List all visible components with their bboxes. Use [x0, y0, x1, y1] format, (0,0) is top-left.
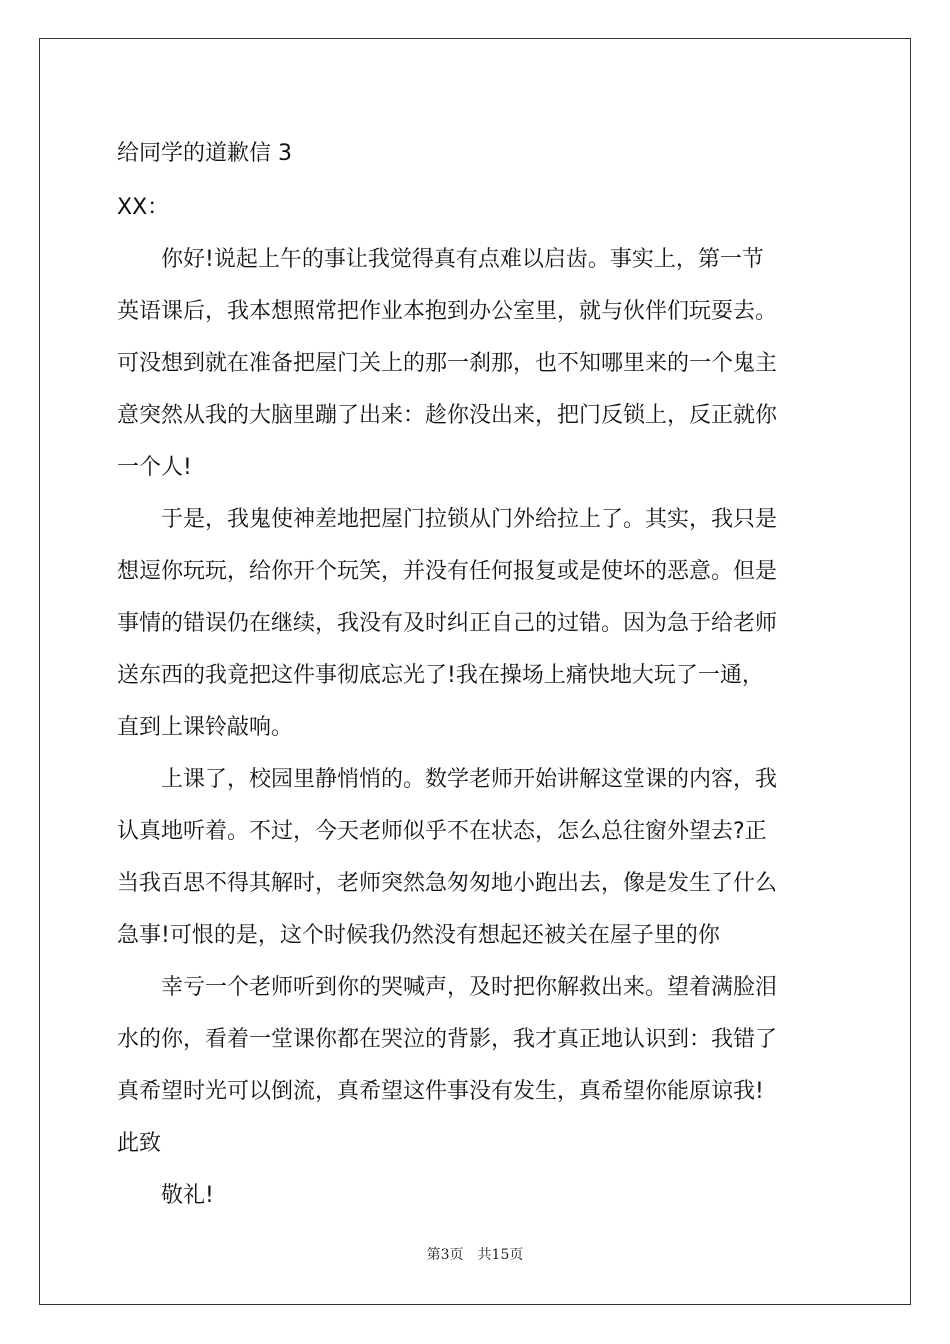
text-line: 一个人!	[117, 455, 192, 480]
page-footer	[0, 1244, 950, 1264]
text-line: 想逗你玩玩，给你开个玩笑，并没有任何报复或是使坏的恶意。但是	[117, 559, 778, 584]
text-line: 上课了，校园里静悄悄的。数学老师开始讲解这堂课的内容，我	[117, 767, 778, 792]
text-line: 幸亏一个老师听到你的哭喊声，及时把你解救出来。望着满脸泪	[117, 975, 778, 1000]
letter-title: 给同学的道歉信 3	[117, 141, 292, 166]
text-line: 认真地听着。不过，今天老师似乎不在状态，怎么总往窗外望去?正	[117, 819, 767, 844]
closing-line: 此致	[117, 1131, 162, 1156]
text-line: 水的你，看着一堂课你都在哭泣的背影，我才真正地认识到：我错了	[117, 1027, 778, 1052]
text-line: 真希望时光可以倒流，真希望这件事没有发生，真希望你能原谅我!	[117, 1079, 764, 1104]
page-total: 共15页	[477, 1247, 524, 1263]
regards-line: 敬礼!	[117, 1183, 214, 1208]
text-line: 事情的错误仍在继续，我没有及时纠正自己的过错。因为急于给老师	[117, 611, 778, 636]
letter-salutation: XX：	[117, 195, 170, 220]
page-number: 第3页	[426, 1247, 464, 1263]
letter-body	[117, 128, 837, 1222]
text-line: 直到上课铃敲响。	[117, 715, 294, 740]
text-line: 于是，我鬼使神差地把屋门拉锁从门外给拉上了。其实，我只是	[117, 507, 778, 532]
text-line: 当我百思不得其解时，老师突然急匆匆地小跑出去，像是发生了什么	[117, 871, 778, 896]
text-line: 你好!说起上午的事让我觉得真有点难以启齿。事实上，第一节	[117, 247, 764, 272]
text-line: 送东西的我竟把这件事彻底忘光了!我在操场上痛快地大玩了一通，	[117, 663, 764, 688]
text-line: 急事!可恨的是，这个时候我仍然没有想起还被关在屋子里的你	[117, 923, 720, 948]
text-line: 可没想到就在准备把屋门关上的那一刹那，也不知哪里来的一个鬼主	[117, 351, 778, 376]
text-line: 英语课后，我本想照常把作业本抱到办公室里，就与伙伴们玩耍去。	[117, 299, 778, 324]
text-line: 意突然从我的大脑里蹦了出来：趁你没出来，把门反锁上，反正就你	[117, 403, 778, 428]
